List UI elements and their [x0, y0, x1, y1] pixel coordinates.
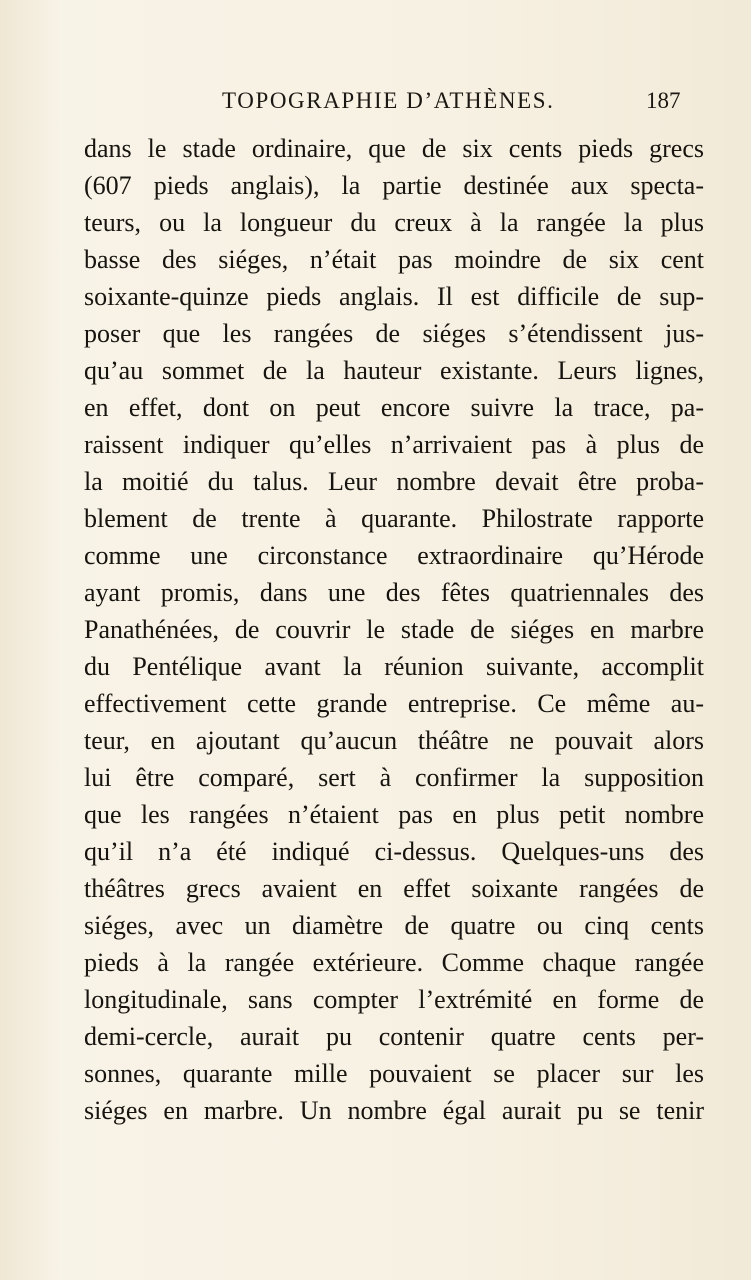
text-line: longitudinale, sans compter l’extrémité en forme de — [84, 985, 704, 1014]
text-line: qu’au sommet de la hauteur existante. Leurs lignes, — [84, 356, 704, 385]
body-text — [84, 130, 704, 1129]
text-line: ayant promis, dans une des fêtes quatriennales des — [84, 578, 704, 607]
text-line: qu’il n’a été indiqué ci-dessus. Quelques-uns des — [84, 837, 704, 866]
text-line: siéges, avec un diamètre de quatre ou cinq cents — [84, 911, 704, 940]
text-line: en effet, dont on peut encore suivre la trace, pa- — [84, 393, 704, 422]
text-line: dans le stade ordinaire, que de six cents pieds grecs — [84, 134, 704, 163]
text-line: teur, en ajoutant qu’aucun théâtre ne pouvait alors — [84, 726, 704, 755]
text-line: raissent indiquer qu’elles n’arrivaient pas à plus de — [84, 430, 704, 459]
text-line: du Pentélique avant la réunion suivante, accomplit — [84, 652, 704, 681]
text-line: sonnes, quarante mille pouvaient se placer sur les — [84, 1059, 704, 1088]
text-line: blement de trente à quarante. Philostrate rapporte — [84, 504, 704, 533]
text-line: soixante-quinze pieds anglais. Il est difficile de sup- — [84, 282, 704, 311]
text-line: effectivement cette grande entreprise. Ce même au- — [84, 689, 704, 718]
text-line: théâtres grecs avaient en effet soixante rangées de — [84, 874, 704, 903]
page-header — [0, 88, 751, 124]
text-line: demi-cercle, aurait pu contenir quatre cents per- — [84, 1022, 704, 1051]
text-line: comme une circonstance extraordinaire qu’Hérode — [84, 541, 704, 570]
text-line: basse des siéges, n’était pas moindre de six cent — [84, 245, 704, 274]
text-line: que les rangées n’étaient pas en plus petit nombre — [84, 800, 704, 829]
text-line: lui être comparé, sert à confirmer la supposition — [84, 763, 704, 792]
text-line: siéges en marbre. Un nombre égal aurait pu se tenir — [84, 1096, 704, 1125]
text-line: la moitié du talus. Leur nombre devait être proba- — [84, 467, 704, 496]
page-number: 187 — [646, 88, 681, 113]
text-line: pieds à la rangée extérieure. Comme chaque rangée — [84, 948, 704, 977]
running-title: TOPOGRAPHIE D’ATHÈNES. — [222, 88, 555, 113]
text-line: poser que les rangées de siéges s’étendissent jus- — [84, 319, 704, 348]
text-line: teurs, ou la longueur du creux à la rangée la plus — [84, 208, 704, 237]
text-line: Panathénées, de couvrir le stade de siéges en marbre — [84, 615, 704, 644]
text-line: (607 pieds anglais), la partie destinée aux specta- — [84, 171, 704, 200]
